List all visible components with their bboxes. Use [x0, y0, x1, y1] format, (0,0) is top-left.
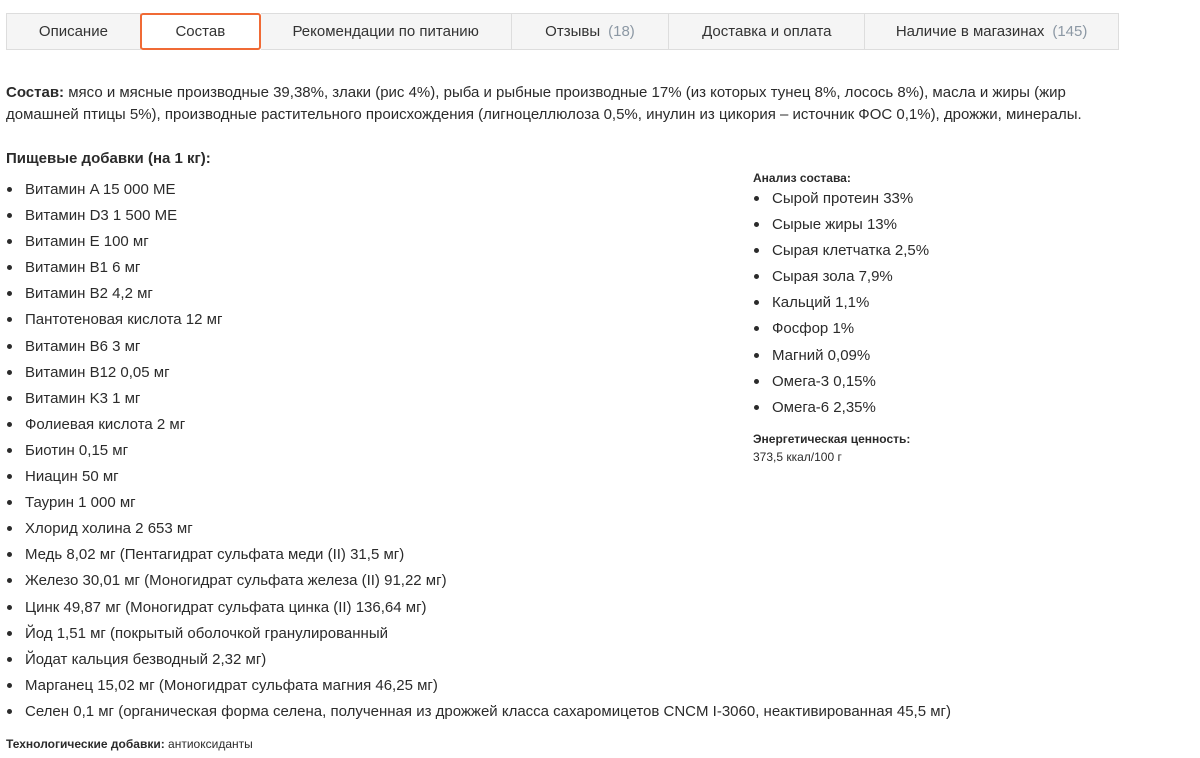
tab-label: Описание [38, 23, 108, 40]
tab-reviews[interactable] [512, 13, 670, 50]
tech-additives-text: антиоксиданты [164, 737, 253, 751]
analysis-title: Анализ состава: [753, 171, 851, 185]
list-item: Магний 0,09% [753, 346, 929, 372]
list-item: Биотин 0,15 мг [6, 441, 951, 467]
list-item: Хлорид холина 2 653 мг [6, 519, 951, 545]
tab-label: Наличие в магазинах [895, 23, 1045, 40]
list-item: Фосфор 1% [753, 319, 929, 345]
tab-feeding-recommendations[interactable] [261, 13, 512, 50]
list-item: Витамин K3 1 мг [6, 389, 951, 415]
list-item: Сырые жиры 13% [753, 215, 929, 241]
tab-label: Состав [175, 23, 226, 40]
list-item: Витамин B6 3 мг [6, 337, 951, 363]
tab-count: (18) [608, 23, 635, 40]
list-item: Витамин B12 0,05 мг [6, 363, 951, 389]
list-item: Таурин 1 000 мг [6, 493, 951, 519]
list-item: Пантотеновая кислота 12 мг [6, 310, 951, 336]
tab-label: Доставка и оплата [702, 23, 832, 40]
tech-additives-label: Технологические добавки: [6, 737, 165, 751]
list-item: Омега-6 2,35% [753, 398, 929, 424]
list-item: Медь 8,02 мг (Пентагидрат сульфата меди (II) 31,5 мг) [6, 545, 951, 571]
list-item: Витамин A 15 000 МЕ [6, 180, 951, 206]
list-item: Сырой протеин 33% [753, 189, 929, 215]
tab-label: Рекомендации по питанию [292, 23, 479, 40]
list-item: Цинк 49,87 мг (Моногидрат сульфата цинка (II) 136,64 мг) [6, 598, 951, 624]
list-item: Сырая клетчатка 2,5% [753, 241, 929, 267]
list-item: Сырая зола 7,9% [753, 267, 929, 293]
list-item: Ниацин 50 мг [6, 467, 951, 493]
list-item: Витамин D3 1 500 МЕ [6, 206, 951, 232]
tab-label: Отзывы [545, 23, 601, 40]
list-item: Омега-3 0,15% [753, 372, 929, 398]
list-item: Витамин B1 6 мг [6, 258, 951, 284]
tab-bar [6, 13, 1119, 50]
list-item: Йод 1,51 мг (покрытый оболочкой гранулированный [6, 624, 951, 650]
tab-store-availability[interactable] [865, 13, 1119, 50]
analysis-list [753, 189, 929, 424]
tab-delivery-payment[interactable] [669, 13, 865, 50]
composition-paragraph [6, 82, 1116, 126]
list-item: Марганец 15,02 мг (Моногидрат сульфата магния 46,25 мг) [6, 676, 951, 702]
composition-label: Состав: [6, 84, 65, 101]
tab-composition[interactable] [140, 13, 261, 50]
tab-count: (145) [1052, 23, 1088, 40]
list-item: Витамин B2 4,2 мг [6, 284, 951, 310]
energy-title: Энергетическая ценность: [753, 432, 911, 446]
composition-text: мясо и мясные производные 39,38%, злаки (рис 4%), рыба и рыбные производные 17% (из которых тунец 8%, лосось 8%), масла и жиры (жир домашней птицы 5%), производные растительного происхождения (лигноцеллюлоза 0,5%, инулин из цикория – источник ФОС 0,1%), дрожжи, минералы. [6, 84, 1082, 123]
list-item: Фолиевая кислота 2 мг [6, 415, 951, 441]
list-item: Селен 0,1 мг (органическая форма селена, полученная из дрожжей класса сахаромицетов CNCM I-3060, неактивированная 45,5 мг) [6, 702, 951, 728]
additives-title: Пищевые добавки (на 1 кг): [6, 150, 211, 167]
list-item: Железо 30,01 мг (Моногидрат сульфата железа (II) 91,22 мг) [6, 571, 951, 597]
tab-description[interactable] [6, 13, 141, 50]
list-item: Кальций 1,1% [753, 293, 929, 319]
energy-value: 373,5 ккал/100 г [753, 450, 842, 464]
tech-additives [6, 737, 253, 751]
list-item: Йодат кальция безводный 2,32 мг) [6, 650, 951, 676]
list-item: Витамин E 100 мг [6, 232, 951, 258]
